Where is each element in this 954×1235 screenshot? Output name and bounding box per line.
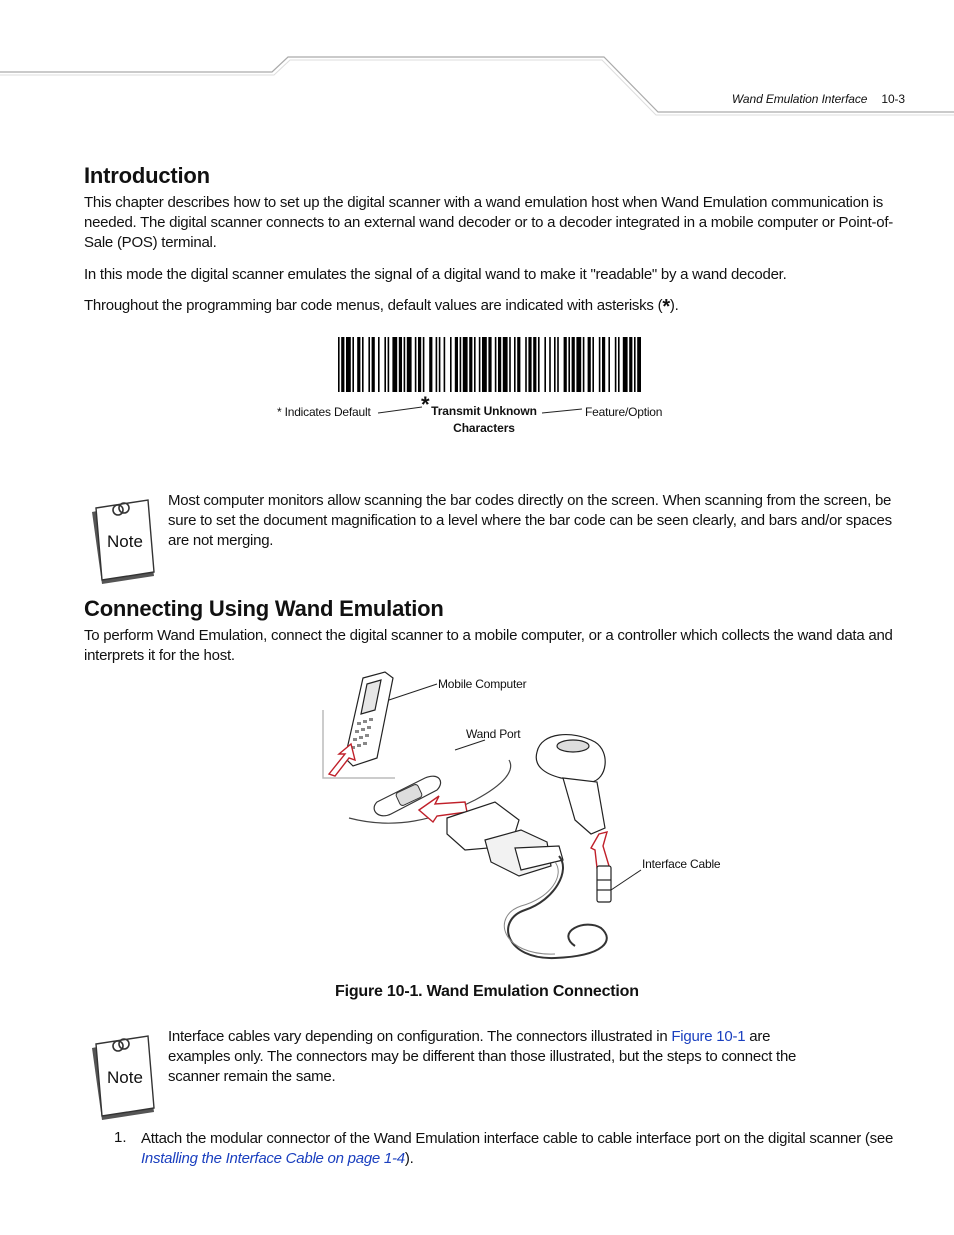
step-1-text-after: ). [404, 1150, 414, 1167]
barcode-bar [572, 337, 575, 392]
feature-option-label: Feature/Option [585, 405, 663, 419]
barcode-bar [399, 337, 402, 392]
barcode-bar [362, 337, 364, 392]
barcode-bar [463, 337, 468, 392]
barcode-bar [538, 337, 540, 392]
connecting-heading: Connecting Using Wand Emulation [84, 596, 444, 621]
barcode-bar [407, 337, 412, 392]
introduction-heading: Introduction [84, 163, 210, 188]
barcode-bar [415, 337, 417, 392]
intro-paragraph-1: This chapter describes how to set up the digital scanner with a wand emulation host when Wand Emulation communication is needed. The digital scanner connects to an external wand decoder or to a decoder integrated in a mobile computer or Point-of-Sale (POS) terminal. [84, 194, 893, 251]
page-number: 10-3 [881, 92, 905, 106]
barcode-bar [357, 337, 360, 392]
label-interface-cable: Interface Cable [642, 857, 721, 871]
barcode-bar [576, 337, 581, 392]
barcode-bar [479, 337, 481, 392]
barcode-bar [444, 337, 446, 392]
barcode-bar [509, 337, 511, 392]
barcode-bar [469, 337, 472, 392]
barcode-bar [346, 337, 351, 392]
running-head [732, 92, 905, 106]
intro-paragraph-3 [84, 296, 900, 317]
barcode-bar [388, 337, 390, 392]
barcode-bar [404, 337, 406, 392]
legend-leader-left [376, 402, 426, 416]
barcode-bar [588, 337, 591, 392]
barcode-bar [618, 337, 620, 392]
indicates-default-label: * Indicates Default [277, 405, 371, 419]
barcode-caption-line1: Transmit Unknown [431, 404, 537, 418]
label-wand-port: Wand Port [466, 727, 521, 741]
step-1-text [141, 1129, 901, 1169]
barcode-caption-line2: Characters [453, 421, 515, 435]
barcode-bar [418, 337, 421, 392]
barcode-bar [599, 337, 601, 392]
scanner-illustration [536, 735, 605, 834]
barcode-bar [450, 337, 452, 392]
barcode-bar [488, 337, 491, 392]
default-star: * [421, 392, 430, 417]
wand-emulation-figure [315, 670, 735, 970]
barcode-bar [528, 337, 531, 392]
intro-p3-end: ). [669, 297, 679, 314]
note1-icon-label: Note [107, 532, 143, 551]
barcode-bar [615, 337, 617, 392]
barcode-bar [544, 337, 546, 392]
barcode-bar [634, 337, 636, 392]
barcode-bar [378, 337, 380, 392]
figure-caption: Figure 10-1. Wand Emulation Connection [335, 983, 639, 1000]
barcode-bar [368, 337, 370, 392]
barcode-bar [514, 337, 516, 392]
barcode-bar [533, 337, 536, 392]
barcode-bar [482, 337, 487, 392]
barcode-bar [384, 337, 386, 392]
barcode-bar [341, 337, 344, 392]
label-mobile-computer: Mobile Computer [438, 677, 527, 691]
barcode-bar [583, 337, 585, 392]
barcode-bar [557, 337, 559, 392]
connecting-paragraph: To perform Wand Emulation, connect the digital scanner to a mobile computer, or a controller which collects the wand data and interprets it for the host. [84, 627, 893, 664]
barcode-bar [392, 337, 397, 392]
barcode-bar [503, 337, 508, 392]
legend-leader-right [540, 402, 586, 416]
intro-p3-text: Throughout the programming bar code menus, default values are indicated with asterisks ( [84, 297, 663, 314]
barcode-bar [460, 337, 462, 392]
barcode-bar [474, 337, 476, 392]
asterisk-mark: * [662, 296, 670, 318]
barcode-bar [549, 337, 551, 392]
barcode-bar [423, 337, 425, 392]
step-1-number: 1. [114, 1129, 127, 1146]
barcode-bar [564, 337, 567, 392]
barcode-bar [608, 337, 610, 392]
step-1-text-before: Attach the modular connector of the Wand Emulation interface cable to cable interface port on the digital scanner (see [141, 1130, 894, 1147]
barcode-bar [455, 337, 458, 392]
note2-text-before: Interface cables vary depending on configuration. The connectors illustrated in [168, 1028, 672, 1045]
barcode-bar [352, 337, 354, 392]
barcode-caption [424, 403, 544, 437]
note2-text-after: are examples only. The connectors may be different than those illustrated, but the steps to connect the scanner remain the same. [168, 1028, 797, 1085]
barcode-bar [429, 337, 432, 392]
barcode-bar [439, 337, 441, 392]
barcode-bar [554, 337, 556, 392]
barcode-bar [517, 337, 520, 392]
intro-paragraph-2: In this mode the digital scanner emulates the signal of a digital wand to make it "readable" by a wand decoder. [84, 266, 787, 283]
note2-text [168, 1027, 828, 1087]
figure-10-1-link[interactable]: Figure 10-1 [671, 1028, 746, 1045]
barcode-bar [525, 337, 527, 392]
barcode-bar [623, 337, 628, 392]
barcode-bar [498, 337, 501, 392]
barcode-bar [372, 337, 375, 392]
barcode-bar [637, 337, 641, 392]
barcode-bar [602, 337, 605, 392]
barcode-bar [568, 337, 570, 392]
barcode-bar [495, 337, 497, 392]
note1-text: Most computer monitors allow scanning the bar codes directly on the screen. When scanning from the screen, be sure to set the document magnification to a level where the bar code can be seen clearly, and bars and/or spaces are not merging. [168, 492, 892, 549]
barcode-bar [338, 337, 340, 392]
note2-icon-label: Note [107, 1068, 143, 1087]
barcode-transmit-unknown-characters [338, 337, 641, 392]
running-title: Wand Emulation Interface [731, 92, 868, 106]
installing-interface-cable-link[interactable]: Installing the Interface Cable on page 1-4 [141, 1150, 405, 1167]
barcode-bar [436, 337, 438, 392]
barcode-bar [629, 337, 632, 392]
barcode-bar [592, 337, 594, 392]
